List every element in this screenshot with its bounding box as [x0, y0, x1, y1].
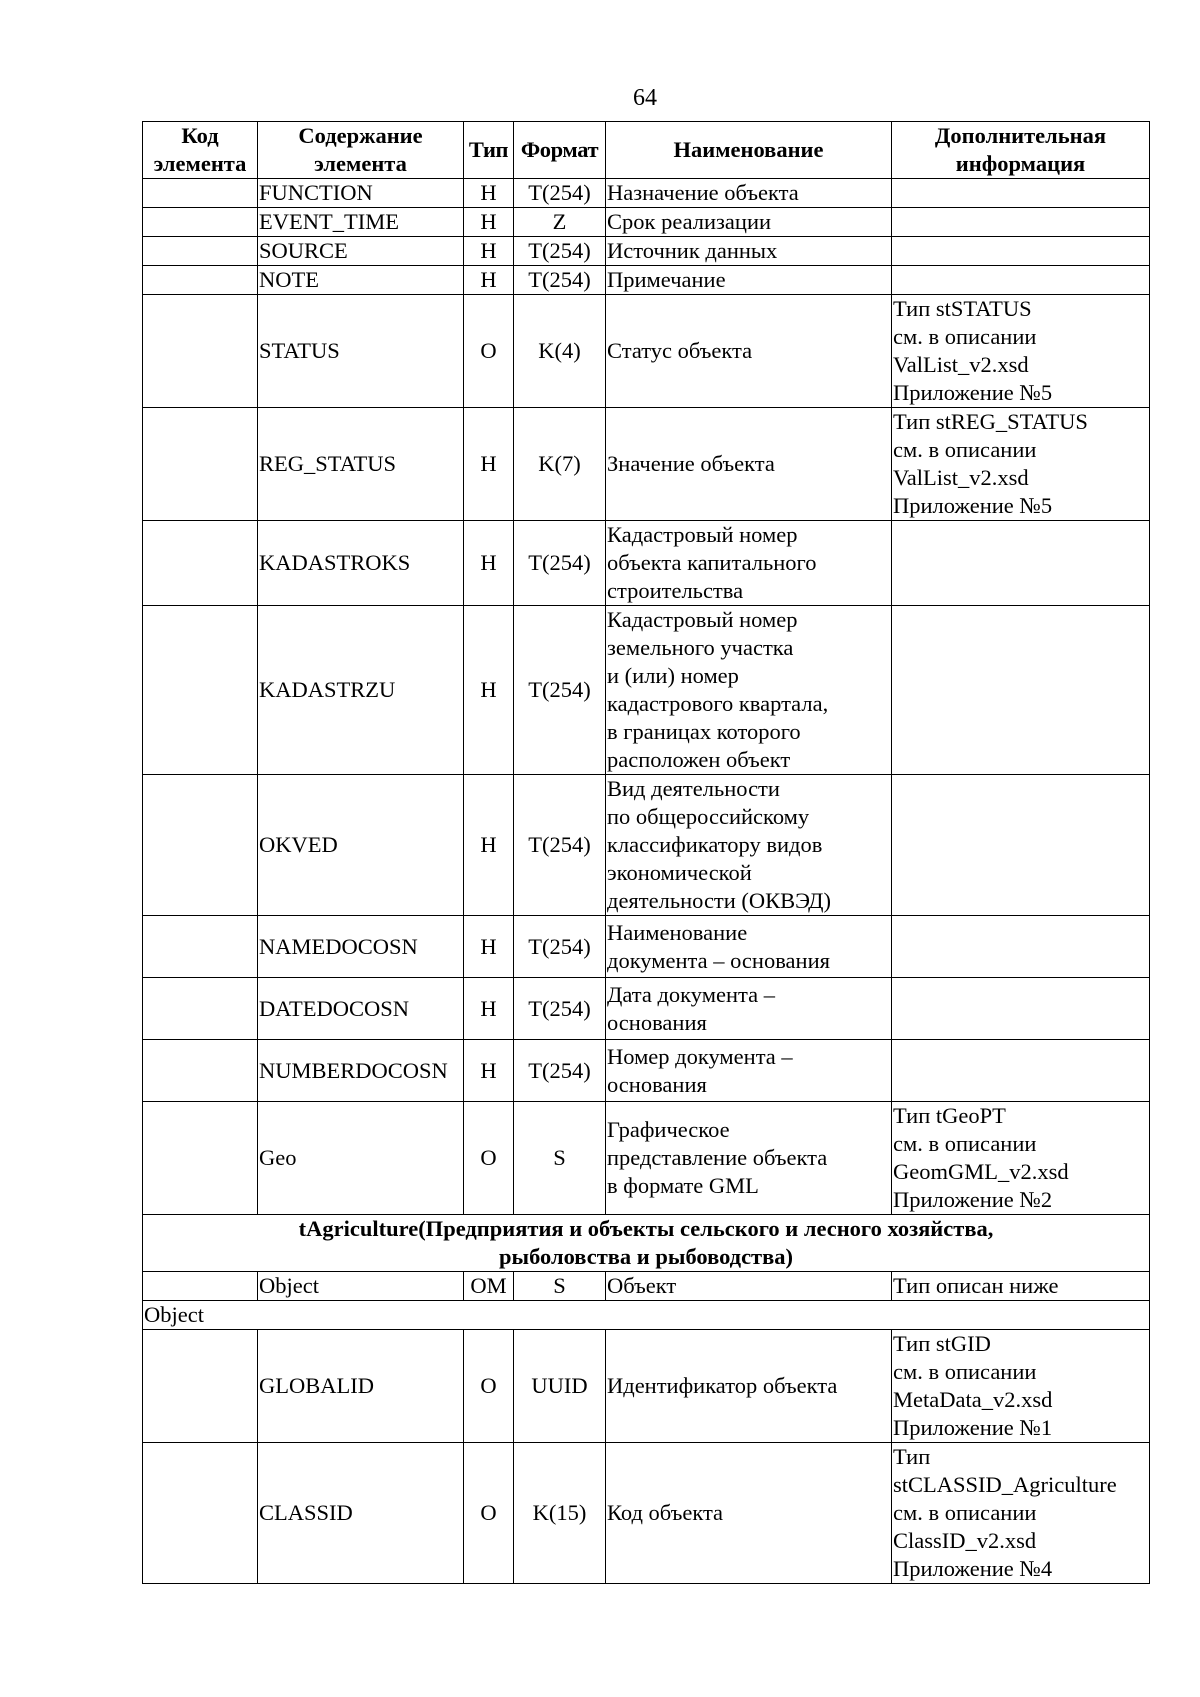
header-name: Наименование [606, 122, 892, 179]
object-row [143, 1272, 1150, 1301]
cell-code [143, 266, 258, 295]
cell-info [892, 775, 1150, 916]
object-label: Object [143, 1301, 1150, 1330]
table-row [143, 1102, 1150, 1215]
cell-name: Значение объекта [606, 408, 892, 521]
cell-format: T(254) [514, 521, 606, 606]
cell-type: Н [464, 916, 514, 978]
cell-format: T(254) [514, 775, 606, 916]
table-row [143, 521, 1150, 606]
cell-code [143, 295, 258, 408]
cell-name: Объект [606, 1272, 892, 1301]
cell-type: О [464, 1330, 514, 1443]
table-row [143, 1443, 1150, 1584]
cell-name: Вид деятельности по общероссийскому классификатору видов экономической деятельности (ОКВЭД) [606, 775, 892, 916]
cell-info: Тип описан ниже [892, 1272, 1150, 1301]
cell-info [892, 916, 1150, 978]
page-number: 64 [633, 85, 657, 111]
cell-code [143, 606, 258, 775]
cell-info: Тип stCLASSID_Agriculture см. в описании ClassID_v2.xsd Приложение №4 [892, 1443, 1150, 1584]
cell-content: KADASTRZU [258, 606, 464, 775]
cell-format: K(7) [514, 408, 606, 521]
header-format: Формат [514, 122, 606, 179]
cell-content: DATEDOCOSN [258, 978, 464, 1040]
cell-type: Н [464, 208, 514, 237]
cell-name: Графическое представление объекта в формате GML [606, 1102, 892, 1215]
cell-code [143, 916, 258, 978]
cell-format: T(254) [514, 266, 606, 295]
cell-type: Н [464, 521, 514, 606]
cell-format: T(254) [514, 916, 606, 978]
section-title: tAgriculture(Предприятия и объекты сельского и лесного хозяйства, рыболовства и рыбоводства) [143, 1215, 1150, 1272]
cell-name: Кадастровый номер земельного участка и (или) номер кадастрового квартала, в границах которого расположен объект [606, 606, 892, 775]
cell-code [143, 521, 258, 606]
cell-code [143, 179, 258, 208]
table-row [143, 606, 1150, 775]
cell-content: NOTE [258, 266, 464, 295]
cell-content: CLASSID [258, 1443, 464, 1584]
cell-content: OKVED [258, 775, 464, 916]
cell-content: FUNCTION [258, 179, 464, 208]
header-info: Дополнительная информация [892, 122, 1150, 179]
cell-code [143, 1272, 258, 1301]
cell-type: Н [464, 1040, 514, 1102]
cell-format: K(15) [514, 1443, 606, 1584]
table-row [143, 295, 1150, 408]
table-row [143, 208, 1150, 237]
cell-content: Geo [258, 1102, 464, 1215]
cell-name: Идентификатор объекта [606, 1330, 892, 1443]
table-row [143, 408, 1150, 521]
header-row [143, 122, 1150, 179]
cell-type: Н [464, 237, 514, 266]
cell-info: Тип tGeoPT см. в описании GeomGML_v2.xsd Приложение №2 [892, 1102, 1150, 1215]
cell-name: Срок реализации [606, 208, 892, 237]
cell-format: UUID [514, 1330, 606, 1443]
cell-info: Тип stREG_STATUS см. в описании ValList_v2.xsd Приложение №5 [892, 408, 1150, 521]
cell-format: T(254) [514, 978, 606, 1040]
cell-info [892, 1040, 1150, 1102]
object-label-row [143, 1301, 1150, 1330]
cell-name: Номер документа – основания [606, 1040, 892, 1102]
cell-info [892, 978, 1150, 1040]
cell-format: T(254) [514, 606, 606, 775]
cell-type: Н [464, 606, 514, 775]
cell-name: Примечание [606, 266, 892, 295]
cell-type: Н [464, 408, 514, 521]
cell-code [143, 408, 258, 521]
cell-info [892, 266, 1150, 295]
header-content: Содержание элемента [258, 122, 464, 179]
table-row [143, 1040, 1150, 1102]
cell-content: NAMEDOCOSN [258, 916, 464, 978]
cell-format: K(4) [514, 295, 606, 408]
cell-content: SOURCE [258, 237, 464, 266]
cell-name: Наименование документа – основания [606, 916, 892, 978]
cell-code [143, 775, 258, 916]
cell-type: ОМ [464, 1272, 514, 1301]
data-table [142, 121, 1150, 1584]
table-row [143, 978, 1150, 1040]
table-row [143, 775, 1150, 916]
cell-content: GLOBALID [258, 1330, 464, 1443]
section-row [143, 1215, 1150, 1272]
cell-format: T(254) [514, 179, 606, 208]
cell-content: NUMBERDOCOSN [258, 1040, 464, 1102]
cell-code [143, 237, 258, 266]
cell-info: Тип stSTATUS см. в описании ValList_v2.xsd Приложение №5 [892, 295, 1150, 408]
cell-content: KADASTROKS [258, 521, 464, 606]
cell-type: Н [464, 978, 514, 1040]
cell-content: STATUS [258, 295, 464, 408]
cell-info [892, 208, 1150, 237]
cell-name: Код объекта [606, 1443, 892, 1584]
cell-name: Источник данных [606, 237, 892, 266]
table-row [143, 266, 1150, 295]
cell-content: EVENT_TIME [258, 208, 464, 237]
cell-type: О [464, 1102, 514, 1215]
cell-name: Дата документа – основания [606, 978, 892, 1040]
cell-info: Тип stGID см. в описании MetaData_v2.xsd Приложение №1 [892, 1330, 1150, 1443]
cell-name: Статус объекта [606, 295, 892, 408]
cell-format: S [514, 1102, 606, 1215]
cell-info [892, 237, 1150, 266]
header-code: Код элемента [143, 122, 258, 179]
cell-format: T(254) [514, 1040, 606, 1102]
cell-name: Кадастровый номер объекта капитального строительства [606, 521, 892, 606]
cell-name: Назначение объекта [606, 179, 892, 208]
cell-type: Н [464, 266, 514, 295]
table-row [143, 916, 1150, 978]
cell-format: Z [514, 208, 606, 237]
cell-code [143, 1330, 258, 1443]
cell-code [143, 1102, 258, 1215]
cell-code [143, 978, 258, 1040]
cell-format: T(254) [514, 237, 606, 266]
cell-type: Н [464, 775, 514, 916]
cell-info [892, 606, 1150, 775]
header-type: Тип [464, 122, 514, 179]
cell-info [892, 521, 1150, 606]
cell-info [892, 179, 1150, 208]
table-row [143, 237, 1150, 266]
table-row [143, 179, 1150, 208]
cell-format: S [514, 1272, 606, 1301]
table-row [143, 1330, 1150, 1443]
cell-code [143, 208, 258, 237]
cell-code [143, 1443, 258, 1584]
cell-type: Н [464, 179, 514, 208]
cell-type: О [464, 295, 514, 408]
cell-code [143, 1040, 258, 1102]
cell-type: О [464, 1443, 514, 1584]
cell-content: Object [258, 1272, 464, 1301]
cell-content: REG_STATUS [258, 408, 464, 521]
